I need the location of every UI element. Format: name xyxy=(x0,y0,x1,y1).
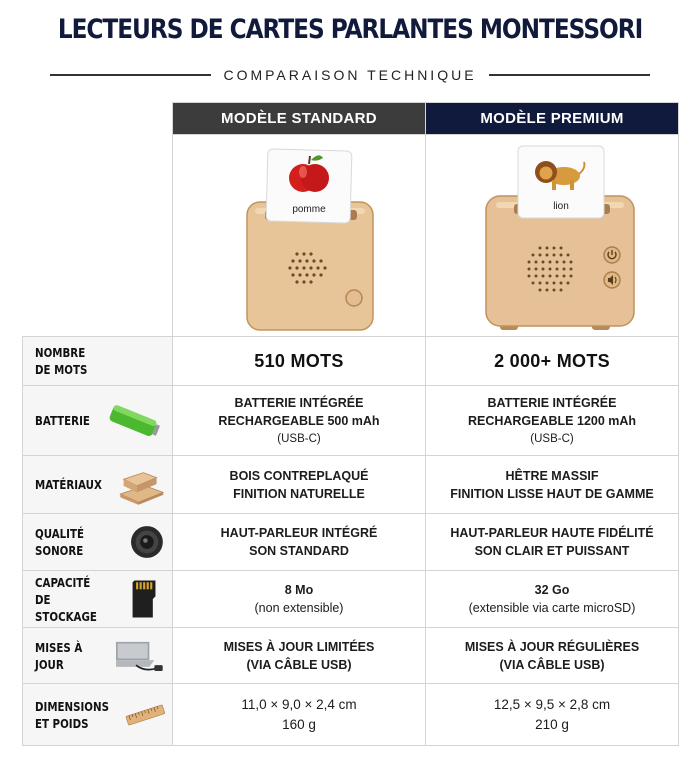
premium-value xyxy=(426,514,679,571)
wood-planks-icon xyxy=(117,460,166,510)
premium-value-line: 32 Go xyxy=(534,583,570,597)
row-nombre-de-mots xyxy=(23,337,679,386)
premium-value-line: HAUT-PARLEUR HAUTE FIDÉLITÉ xyxy=(450,526,654,540)
row-label-cell xyxy=(23,628,173,684)
standard-value xyxy=(173,571,426,628)
premium-value xyxy=(426,337,679,386)
premium-value-line: HÊTRE MASSIF xyxy=(505,468,599,483)
row-label: BATTERIE xyxy=(35,413,90,428)
premium-value-line: SON CLAIR ET PUISSANT xyxy=(474,544,630,558)
product-image-row xyxy=(23,135,679,337)
premium-value-line: 2 000+ MOTS xyxy=(494,351,610,371)
premium-value-line: 210 g xyxy=(535,716,569,732)
premium-value-line: (extensible via carte microSD) xyxy=(468,601,636,615)
standard-value-line: 11,0 × 9,0 × 2,4 cm xyxy=(241,696,357,712)
standard-value-line: 510 MOTS xyxy=(254,351,344,371)
row-label: DIMENSIONS ET POIDS xyxy=(35,698,109,731)
subtitle-rule-right xyxy=(489,74,650,76)
microsd-card-icon xyxy=(122,574,166,624)
battery-icon xyxy=(104,396,166,446)
comparison-table xyxy=(22,102,679,746)
premium-value xyxy=(426,456,679,514)
standard-value-line: MISES À JOUR LIMITÉES xyxy=(223,639,375,654)
premium-value-line: 12,5 × 9,5 × 2,8 cm xyxy=(493,696,611,712)
standard-value xyxy=(173,386,426,456)
image-row-spacer xyxy=(23,135,173,337)
premium-card-word: lion xyxy=(553,201,569,212)
standard-value-line: 160 g xyxy=(282,716,316,732)
standard-value-line: SON STANDARD xyxy=(249,544,349,558)
premium-card xyxy=(518,146,604,218)
row-label-cell xyxy=(23,386,173,456)
ruler-icon xyxy=(125,690,166,740)
page-subtitle: COMPARAISON TECHNIQUE xyxy=(223,67,477,83)
power-button-icon xyxy=(604,247,620,263)
column-header-premium: MODÈLE PREMIUM xyxy=(426,103,679,135)
standard-value-line: BOIS CONTREPLAQUÉ xyxy=(229,468,369,483)
row-label: MATÉRIAUX xyxy=(35,477,102,492)
row-label-cell xyxy=(23,337,173,386)
standard-value xyxy=(173,337,426,386)
row-batterie xyxy=(23,386,679,456)
row-label: CAPACITÉ DE STOCKAGE xyxy=(35,574,97,624)
standard-value-line: BATTERIE INTÉGRÉE xyxy=(234,395,364,410)
row-label-cell xyxy=(23,456,173,514)
premium-value xyxy=(426,628,679,684)
premium-value-line: (USB-C) xyxy=(530,432,574,445)
subtitle-row xyxy=(50,66,650,84)
standard-value xyxy=(173,628,426,684)
standard-value-line: (USB-C) xyxy=(277,432,321,445)
row-label-cell xyxy=(23,684,173,746)
row-label: QUALITÉ SONORE xyxy=(35,526,84,558)
premium-value-line: BATTERIE INTÉGRÉE xyxy=(487,395,617,410)
standard-value-line: FINITION NATURELLE xyxy=(233,486,365,501)
page-title: LECTEURS DE CARTES PARLANTES MONTESSORI xyxy=(57,14,643,45)
premium-value xyxy=(426,571,679,628)
premium-value-line: RECHARGEABLE 1200 mAh xyxy=(467,413,637,428)
standard-value xyxy=(173,456,426,514)
row-label-cell xyxy=(23,514,173,571)
laptop-usb-cable-icon xyxy=(116,631,166,681)
standard-value-line: (non extensible) xyxy=(254,601,344,615)
row-label: NOMBRE DE MOTS xyxy=(35,345,88,377)
premium-value xyxy=(426,684,679,746)
standard-value xyxy=(173,684,426,746)
row-mises-a-jour xyxy=(23,628,679,684)
row-dimensions-et-poids xyxy=(23,684,679,746)
premium-value xyxy=(426,386,679,456)
volume-button-icon xyxy=(604,272,620,288)
subtitle-rule-left xyxy=(50,74,211,76)
standard-card-word: pomme xyxy=(292,204,326,215)
premium-value-line: FINITION LISSE HAUT DE GAMME xyxy=(450,486,654,501)
standard-card xyxy=(266,149,352,223)
standard-value-line: 8 Mo xyxy=(284,583,314,597)
column-header-standard: MODÈLE STANDARD xyxy=(173,103,426,135)
premium-value-line: (VIA CÂBLE USB) xyxy=(499,657,605,672)
row-label-cell xyxy=(23,571,173,628)
product-image-standard xyxy=(173,135,426,337)
row-materiaux xyxy=(23,456,679,514)
standard-button-icon xyxy=(346,290,362,306)
speaker-icon xyxy=(128,517,166,567)
standard-value-line: (VIA CÂBLE USB) xyxy=(246,657,352,672)
standard-value-line: HAUT-PARLEUR INTÉGRÉ xyxy=(220,526,378,540)
product-image-premium xyxy=(426,135,679,337)
header-row xyxy=(23,103,679,135)
premium-value-line: MISES À JOUR RÉGULIÈRES xyxy=(464,639,640,654)
header-corner xyxy=(23,103,173,135)
row-qualite-sonore xyxy=(23,514,679,571)
standard-value xyxy=(173,514,426,571)
standard-value-line: RECHARGEABLE 500 mAh xyxy=(218,413,380,428)
row-label: MISES À JOUR xyxy=(35,639,83,672)
row-capacite-de-stockage xyxy=(23,571,679,628)
